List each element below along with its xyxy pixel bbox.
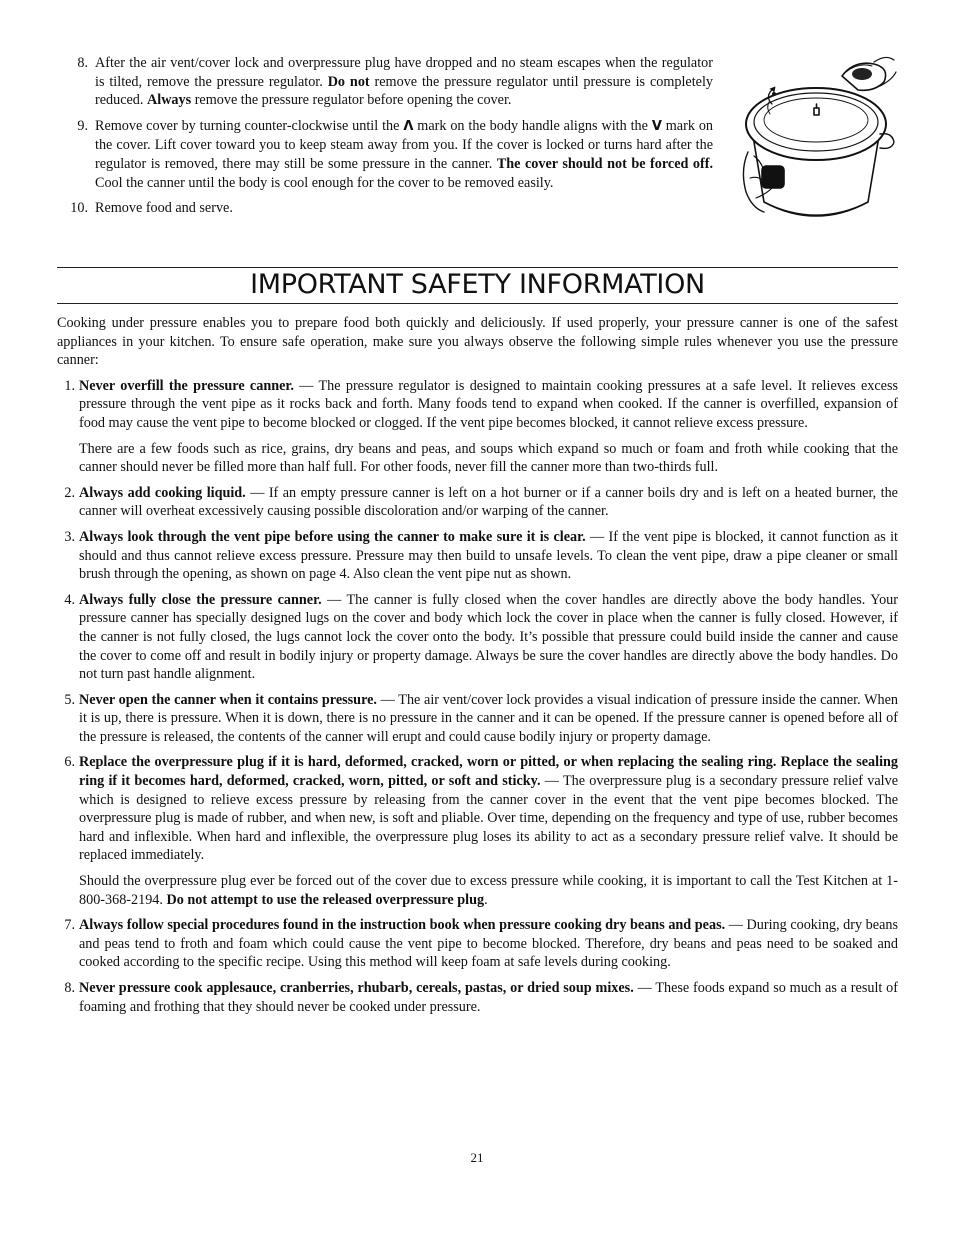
rule-content [79, 916, 898, 972]
section-heading: IMPORTANT SAFETY INFORMATION [250, 269, 705, 300]
rule-content [79, 753, 898, 909]
step-text [95, 54, 713, 110]
text-run: — The pressure regulator is designed to maintain cooking pressures at a safe level. It relieves excess pressure through the vent pipe as it rocks back and forth. Many foods tend to expand when cooked. If the canner is overfilled, expansion of food may cause the vent pipe to become blocked or clogged. If the vent pipe becomes blocked, it cannot relieve excess pressure. [79, 377, 898, 431]
rule-number-label: 4. [64, 591, 75, 608]
safety-rules-list [57, 377, 898, 1016]
step-number [57, 54, 95, 110]
step-item [57, 117, 713, 192]
safety-rule [57, 528, 898, 584]
rule-number-label: 2. [64, 484, 75, 501]
text-run: — The air vent/cover lock provides a visual indication of pressure inside the canner. When it is up, there is pressure. When it is down, there is no pressure in the canner and it can be opened. If the pressure canner is opened before all of the pressure is released, the contents of the canner will erupt and could cause bodily injury or property damage. [79, 691, 898, 745]
mark-glyph: Λ [403, 118, 414, 134]
text-run: . [484, 891, 488, 908]
rule-number [57, 916, 79, 972]
text-run: mark on the cover. Lift cover toward you to keep steam away from you. If the cover is locked or turns hard after the regulator is removed, there may still be some pressure in the canner. [95, 117, 714, 172]
text-run: mark on the body handle aligns with the [413, 117, 652, 134]
bold-text: Replace the overpressure plug if it is hard, deformed, cracked, worn or pitted, or when replacing the sealing ring. Replace the sealing ring if it becomes hard, deformed, cracked, worn, pitted, or soft and sticky. [79, 754, 898, 790]
canner-cover-removal-illustration [734, 52, 899, 232]
rule-paragraph [79, 979, 898, 1016]
intro-paragraph: Cooking under pressure enables you to prepare food both quickly and deliciously. If used properly, your pressure canner is one of the safest appliances in your kitchen. To ensure safe operation, make sure you always observe the following simple rules whenever you use the pressure canner: [57, 315, 898, 369]
heading-bottom-rule [57, 303, 898, 304]
safety-rule [57, 591, 898, 684]
rule-number [57, 753, 79, 909]
text-run: remove the pressure regulator until pressure is completely reduced. [95, 73, 713, 109]
step-item [57, 199, 713, 218]
safety-body [57, 314, 898, 1023]
step-number-label: 9. [77, 117, 88, 134]
bold-text: Never overfill the pressure canner. [79, 377, 294, 394]
text-run: Remove food and serve. [95, 200, 233, 217]
rule-number-label: 1. [64, 377, 75, 394]
rule-paragraph [79, 528, 898, 584]
text-run: — These foods expand so much as a result of foaming and frothing that they should never be cooked under pressure. [79, 980, 898, 1015]
rule-content [79, 691, 898, 747]
rule-content [79, 979, 898, 1016]
text-run: — If an empty pressure canner is left on a hot burner or if a canner boils dry and is left on a heated burner, the canner will overheat excessively causing possible discoloration and/or warping of the canner. [79, 484, 898, 520]
text-run: — The canner is fully closed when the cover handles are directly above the body handles. Your pressure canner has specially designed lugs on the cover and body which lock the cover in place when the canner is fully closed. However, if the canner is not fully closed, the lugs cannot lock the cover onto the body. It’s possible that pressure could build inside the canner and cause the cover to come off and result in bodily injury or property damage. Always be sure the cover handles are directly above the body handles. Do not turn past handle alignment. [79, 591, 899, 683]
text-run: — During cooking, dry beans and peas tend to froth and foam which could cause the vent pipe to become blocked. Therefore, dry beans and peas need to be soaked and cooked according to the specific recipe. Using this method will keep foam at safe levels during cooking. [79, 917, 898, 971]
bold-text: Always fully close the pressure canner. [79, 591, 322, 608]
rule-paragraph [79, 484, 898, 521]
rule-paragraph [79, 872, 898, 909]
text-run: Cool the canner until the body is cool enough for the cover to be removed easily. [95, 174, 554, 191]
rule-number [57, 979, 79, 1016]
rule-paragraph [79, 916, 898, 972]
bold-text: Do not [327, 73, 370, 90]
rule-number-label: 5. [64, 691, 75, 708]
rule-paragraph [79, 440, 898, 477]
rule-number [57, 377, 79, 477]
rule-content [79, 484, 898, 521]
step-number [57, 199, 95, 218]
step-text [95, 117, 713, 192]
safety-rule [57, 691, 898, 747]
rule-paragraph [79, 591, 898, 684]
text-run: Should the overpressure plug ever be forced out of the cover due to excess pressure while cooking, it is important to call the Test Kitchen at 1-800-368-2194. [79, 873, 898, 908]
rule-paragraph [79, 691, 898, 747]
bold-text: Always add cooking liquid. [79, 484, 246, 501]
rule-number-label: 6. [64, 754, 75, 771]
bold-text: Never pressure cook applesauce, cranberries, rhubarb, cereals, pastas, or dried soup mixes. [79, 980, 634, 996]
text-run: There are a few foods such as rice, grains, dry beans and peas, and soups which expand so much or foam and froth while cooking that the canner should never be filled more than half full. For other foods, never fill the canner more than two-thirds full. [79, 440, 898, 476]
safety-rule [57, 753, 898, 909]
closing-steps-list [57, 54, 713, 225]
rule-number [57, 591, 79, 684]
rule-number-label: 3. [64, 528, 75, 545]
rule-number-label: 8. [64, 980, 75, 996]
text-run: — If the vent pipe is blocked, it cannot function as it should and thus cannot relieve excess pressure. Pressure may then build to unsafe levels. To clean the vent pipe, draw a pipe cleaner or small brush through the opening, as shown on page 4. Also clean the vent pipe nut as shown. [79, 528, 898, 583]
text-run: — The overpressure plug is a secondary pressure relief valve which is designed to relieve excess pressure by releasing from the canner cover in the event that the vent pipe becomes blocked. The overpressure plug is made of rubber, and when new, is soft and pliable. Over time, depending on the frequency and type of use, rubber becomes hard and inflexible. When hard and inflexible, the overpressure plug loses its ability to act as a secondary pressure relief valve. It should be replaced immediately. [79, 773, 899, 864]
safety-rule [57, 979, 898, 1016]
rule-number [57, 484, 79, 521]
step-number [57, 117, 95, 192]
mark-glyph: V [651, 118, 662, 134]
rule-number [57, 528, 79, 584]
text-run: remove the pressure regulator before opening the cover. [191, 92, 512, 109]
text-run: After the air vent/cover lock and overpressure plug have dropped and no steam escapes when the regulator is tilted, remove the pressure regulator. [95, 55, 713, 90]
step-text [95, 199, 713, 218]
bold-text: Always follow special procedures found in the instruction book when pressure cooking dry beans and peas. [79, 917, 726, 934]
text-run: Remove cover by turning counter-clockwise until the [95, 117, 404, 134]
step-item [57, 54, 713, 110]
bold-text: Never open the canner when it contains pressure. [79, 691, 377, 708]
rule-content [79, 377, 898, 477]
step-number-label: 10. [70, 200, 88, 217]
safety-rule [57, 484, 898, 521]
rule-content [79, 591, 898, 684]
rule-paragraph [79, 753, 898, 865]
page-number: 21 [470, 1150, 484, 1165]
rule-paragraph [79, 377, 898, 433]
safety-rule [57, 377, 898, 477]
bold-text: Always look through the vent pipe before using the canner to make sure it is clear. [79, 528, 586, 545]
rule-number [57, 691, 79, 747]
rule-number-label: 7. [64, 917, 75, 934]
bold-text: The cover should not be forced off. [496, 155, 714, 172]
step-number-label: 8. [77, 55, 88, 71]
bold-text: Do not attempt to use the released overpressure plug [166, 891, 485, 908]
rule-content [79, 528, 898, 584]
safety-rule [57, 916, 898, 972]
bold-text: Always [147, 92, 192, 109]
